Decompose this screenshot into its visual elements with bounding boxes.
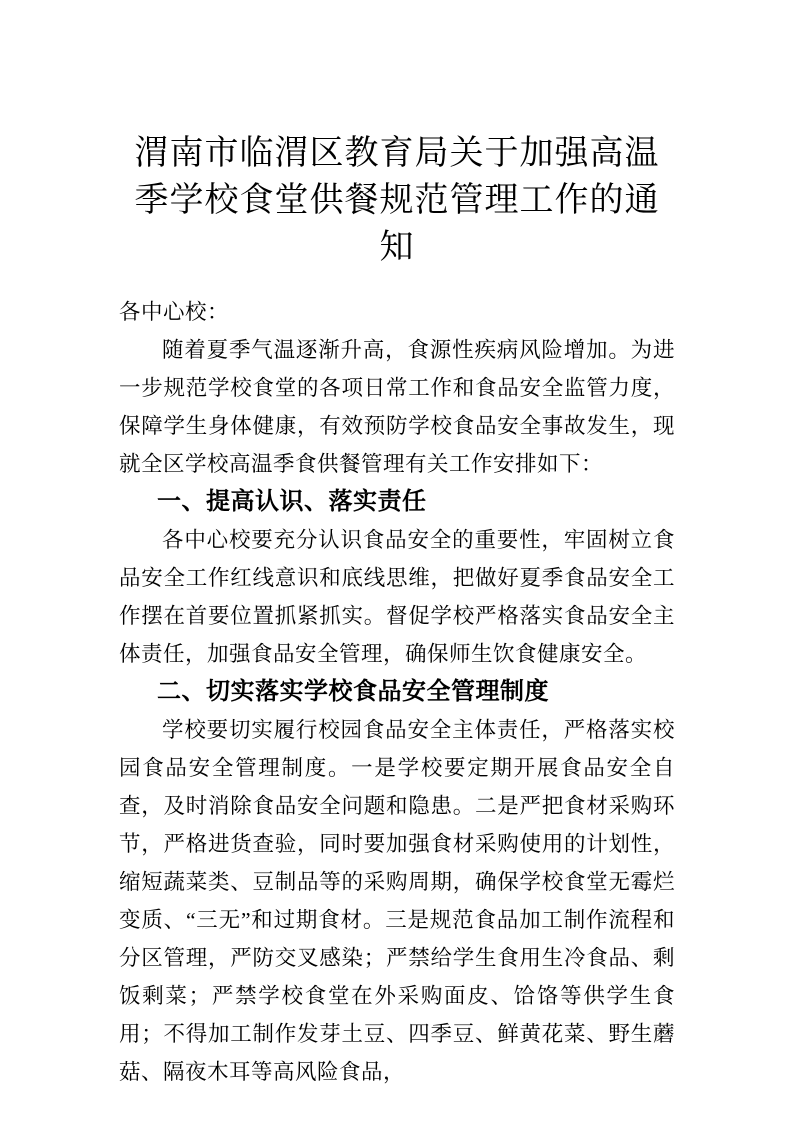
document-body <box>119 293 675 1091</box>
section-1-heading: 一、提高认识、落实责任 <box>157 488 427 515</box>
salutation: 各中心校： <box>119 300 230 324</box>
section-2-body: 学校要切实履行校园食品安全主体责任，严格落实校园食品安全管理制度。一是学校要定期开展食品安全自查，及时消除食品安全问题和隐患。二是严把食材采购环节，严格进货查验，同时要加强食材采购使用的计划性，缩短蔬菜类、豆制品等的采购周期，确保学校食堂无霉烂变质、“三无”和过期食材。三是规范食品加工制作流程和分区管理，严防交叉感染；严禁给学生食用生冷食品、剩饭剩菜；严禁学校食堂在外采购面皮、饸饹等供学生食用；不得加工制作发芽土豆、四季豆、鲜黄花菜、野生蘑菇、隔夜木耳等高风险食品， <box>119 718 675 1084</box>
intro-paragraph: 随着夏季气温逐渐升高，食源性疾病风险增加。为进一步规范学校食堂的各项日常工作和食品安全监管力度，保障学生身体健康，有效预防学校食品安全事故发生，现就全区学校高温季食供餐管理有关工作安排如下： <box>119 338 675 476</box>
section-1-body: 各中心校要充分认识食品安全的重要性，牢固树立食品安全工作红线意识和底线思维，把做好夏季食品安全工作摆在首要位置抓紧抓实。督促学校严格落实食品安全主体责任，加强食品安全管理，确保师生饮食健康安全。 <box>119 528 675 666</box>
section-2-heading: 二、切实落实学校食品安全管理制度 <box>157 678 549 705</box>
document-title: 渭南市临渭区教育局关于加强高温季学校食堂供餐规范管理工作的通知 <box>134 135 660 266</box>
